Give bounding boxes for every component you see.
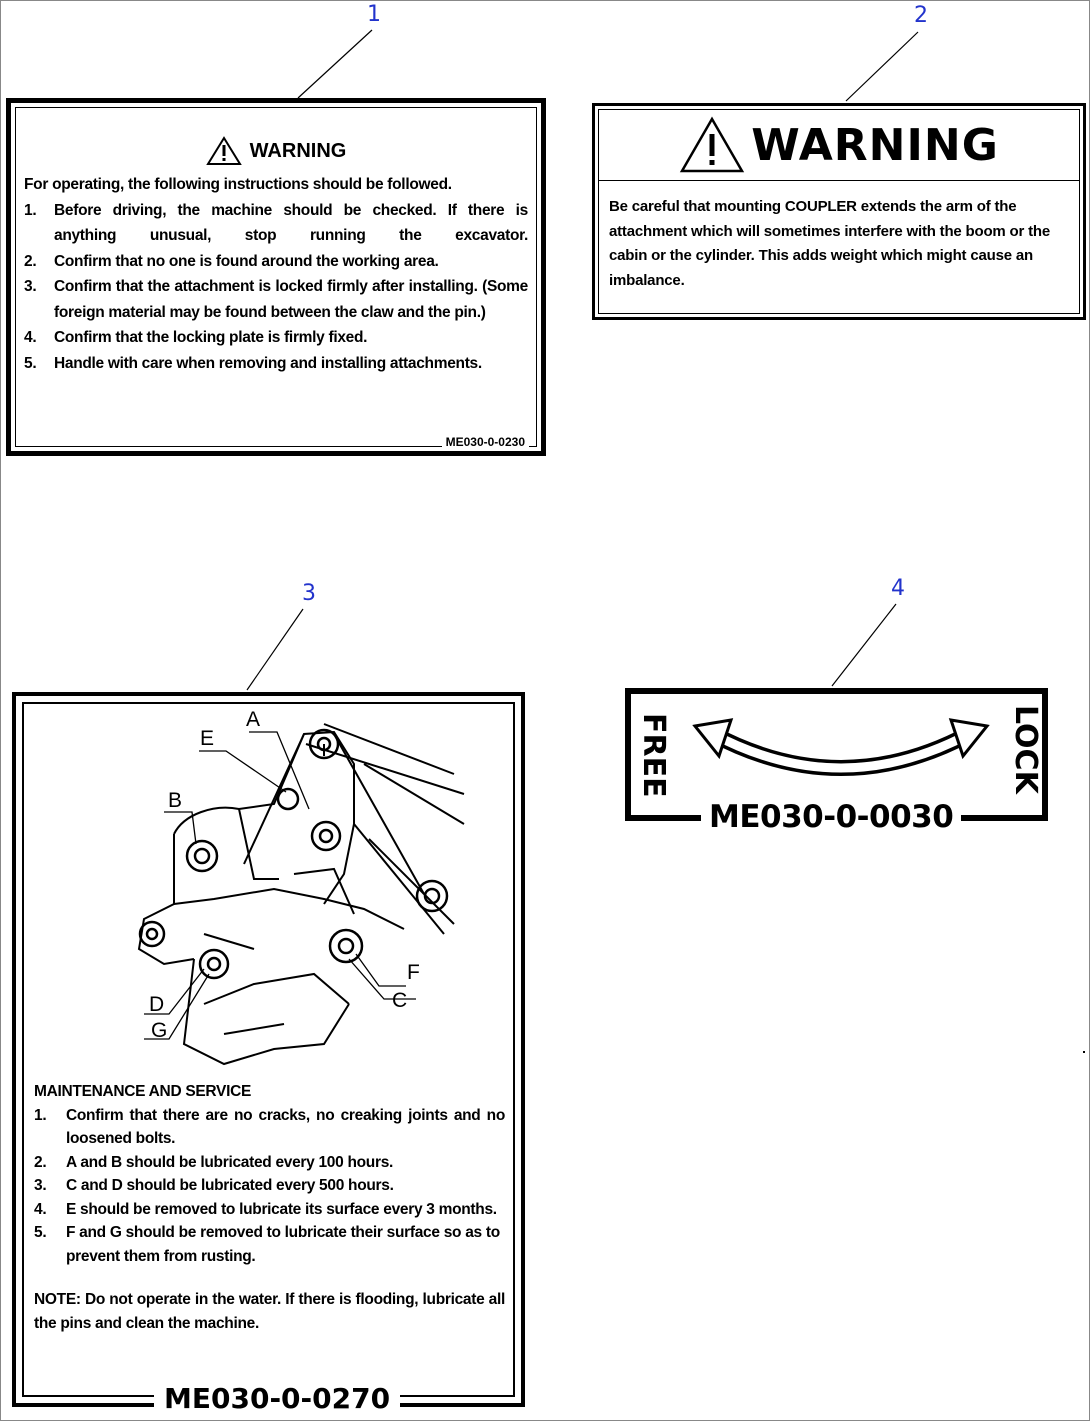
list-item: 1. Before driving, the machine should be checked. If there is anything unusual, stop running the excavator.: [24, 201, 528, 244]
decal-2-inner-border: [598, 109, 1080, 314]
decal-3-part-code: ME030-0-0270: [154, 1382, 400, 1415]
warning-decal-1: [6, 98, 546, 456]
stray-dot: [1083, 1051, 1085, 1053]
decal-1-heading: [16, 136, 536, 166]
decal-1-inner-border: [15, 107, 537, 447]
list-item: 4. Confirm that the locking plate is firmly fixed.: [24, 329, 368, 346]
lock-label: LOCK: [1008, 705, 1043, 794]
leader-line-4: [832, 604, 896, 686]
label-e: E: [200, 727, 215, 750]
leader-line-2: [846, 32, 918, 101]
warning-triangle-icon: [206, 136, 242, 166]
maintenance-decal-3: [12, 692, 525, 1415]
leader-line-3: [247, 609, 303, 690]
leader-line-1: [298, 30, 372, 98]
coupler-illustration: [24, 704, 521, 1074]
callout-4: 4: [891, 576, 905, 601]
label-c: C: [392, 989, 408, 1012]
decal-4-part-code: ME030-0-0030: [701, 799, 961, 835]
label-a: A: [246, 708, 261, 731]
warning-triangle-icon: [679, 116, 745, 174]
list-item: 4. E should be removed to lubricate its surface every 3 months.: [34, 1200, 497, 1218]
label-d: D: [149, 993, 165, 1016]
free-lock-decal-4: [625, 688, 1048, 835]
double-arrow-icon: [691, 712, 991, 792]
decal-2-body: Be careful that mounting COUPLER extends the arm of the attachment which will sometimes interfere with the boom or the cabin or the cylinder. This adds weight which might cause an imbalance.: [609, 198, 1051, 289]
decal-2-warning-title: WARNING: [751, 119, 999, 171]
warning-decal-2: [592, 103, 1086, 320]
label-f: F: [407, 961, 420, 984]
callout-3: 3: [302, 581, 316, 606]
callout-2: 2: [914, 3, 928, 28]
list-item: 5. Handle with care when removing and installing attachments.: [24, 354, 482, 372]
list-item: 2. Confirm that no one is found around the working area.: [24, 252, 439, 270]
label-b: B: [168, 789, 183, 812]
decal-3-body: [34, 1080, 505, 1335]
list-item: 3. C and D should be lubricated every 500 hours.: [34, 1177, 394, 1194]
list-item: 5. F and G should be removed to lubricate their surface so as to prevent them from rusting.: [34, 1224, 500, 1265]
decal-3-note: NOTE: Do not operate in the water. If there is flooding, lubricate all the pins and clean the machine.: [34, 1291, 505, 1332]
decal-2-heading: [599, 110, 1079, 181]
list-item: 3. Confirm that the attachment is locked firmly after installing. (Some foreign material may be found between the claw and the pin.): [24, 278, 528, 321]
decal-3-inner-border: [22, 702, 515, 1397]
decal-3-heading: MAINTENANCE AND SERVICE: [34, 1083, 252, 1100]
free-label: FREE: [636, 713, 671, 798]
label-g: G: [151, 1019, 168, 1042]
decal-1-part-code: ME030-0-0230: [442, 435, 529, 449]
decal-1-warning-title: WARNING: [249, 139, 347, 162]
decal-1-body: [24, 172, 528, 376]
decal-1-intro: For operating, the following instructions should be followed.: [24, 176, 452, 193]
list-item: 2. A and B should be lubricated every 100 hours.: [34, 1153, 394, 1171]
callout-1: 1: [367, 2, 381, 27]
list-item: 1. Confirm that there are no cracks, no creaking joints and no loosened bolts.: [34, 1106, 505, 1147]
